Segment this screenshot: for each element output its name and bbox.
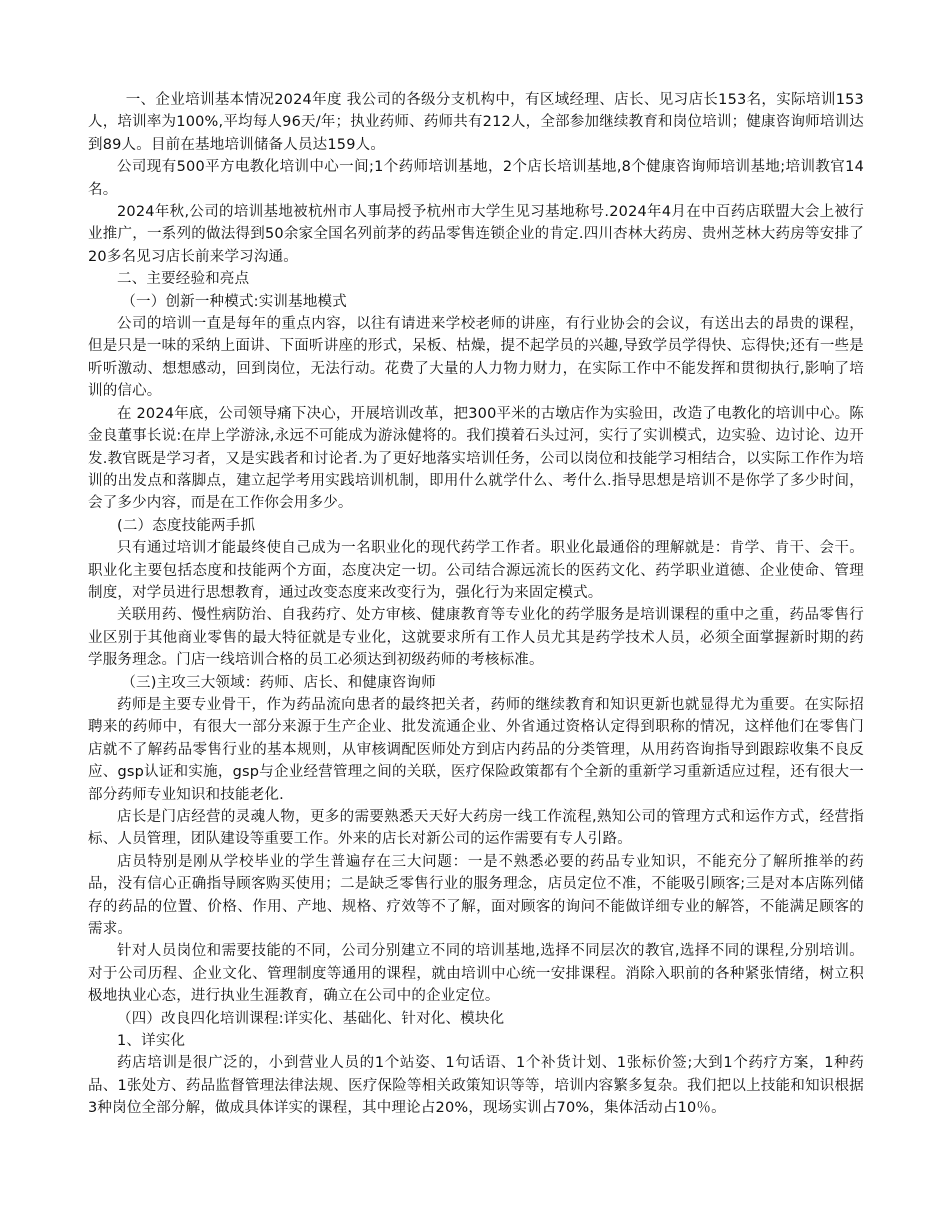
paragraph-store-managers: 店长是门店经营的灵魂人物，更多的需要熟悉天天好大药房一线工作流程,熟知公司的管理方式和运作方式，经营指标、人员管理，团队建设等重要工作。外来的店长对新公司的运作需要有专人引路。 xyxy=(88,809,864,848)
paragraph-overview: 一、企业培训基本情况2024年度 我公司的各级分支机构中，有区域经理、店长、见习店长153名，实际培训153人，培训率为100%,平均每人96天/年；执业药师、药师共有212人，全部参加继续教育和岗位培训；健康咨询师培训达到89人。目前在基地培训储备人员达159人。 xyxy=(88,92,864,153)
paragraph-past-training: 公司的培训一直是每年的重点内容，以往有请进来学校老师的讲座，有行业协会的会议，有送出去的昂贵的课程，但是只是一味的采纳上面讲、下面听讲座的形式，呆板、枯燥，提不起学员的兴趣,导致学员学得快、忘得快;还有一些是听听激动、想想感动，回到岗位，无法行动。花费了大量的人力物力财力，在实际工作中不能发挥和贯彻执行,影响了培训的信心。 xyxy=(88,316,864,400)
paragraph-detailed-courses: 药店培训是很广泛的，小到营业人员的1个站姿、1句话语、1个补货计划、1张标价签;大到1个药疗方案，1种药品、1张处方、药品监督管理法律法规、医疗保险等相关政策知识等等，培训内容繁多复杂。我们把以上技能和知识根据3种岗位全部分解，做成具体详实的课程，其中理论占20%，现场实训占70%，集体活动占10％。 xyxy=(88,1055,864,1117)
paragraph-pharmacists: 药师是主要专业骨干，作为药品流向患者的最终把关者，药师的继续教育和知识更新也就显得尤为重要。在实际招聘来的药师中，有很大一部分来源于生产企业、批发流通企业、外省通过资格认定得到职称的情况，这样他们在零售门店就不了解药品零售行业的基本规则，从审核调配医师处方到店内药品的分类管理，从用药咨询指导到跟踪收集不良反应、gsp认证和实施，gsp与企业经营管理之间的关联，医疗保险政策都有个全新的重新学习重新适应过程，还有很大一部分药师专业知识和技能老化. xyxy=(88,696,864,803)
paragraph-clerks: 店员特别是刚从学校毕业的学生普遍存在三大问题：一是不熟悉必要的药品专业知识，不能充分了解所推举的药品，没有信心正确指导顾客购买使用；二是缺乏零售行业的服务理念，店员定位不准，不能吸引顾客;三是对本店陈列储存的药品的位置、价格、作用、产地、规格、疗效等不了解，面对顾客的询问不能做详细专业的解答，不能满足顾客的需求。 xyxy=(88,853,864,938)
document-page xyxy=(88,89,864,1120)
subheading-three-areas: （三)主攻三大领域：药师、店长、和健康咨询师 xyxy=(121,674,436,691)
paragraph-reform: 在 2024年底，公司领导痛下决心，开展培训改革，把300平米的古墩店作为实验田，改造了电教化的培训中心。陈金良董事长说:在岸上学游泳,永远不可能成为游泳健将的。我们摸着石头过河，实行了实训模式，边实验、边讨论、边开发.教官既是学习者，又是实践者和讨论者.为了更好地落实培训任务，公司以岗位和技能学习相结合，以实际工作作为培训的出发点和落脚点，建立起学考用实践培训机制，即用什么就学什么、考什么.指导思想是培训不是你学了多少时间，会了多少内容，而是在工作你会用多少。 xyxy=(88,405,864,512)
paragraph-recognition: 2024年秋,公司的培训基地被杭州市人事局授予杭州市大学生见习基地称号.2024年4月在中百药店联盟大会上被行业推广，一系列的做法得到50余家全国名列前茅的药品零售连锁企业的肯定.四川杏林大药房、贵州芝林大药房等安排了20多名见习店长前来学习沟通。 xyxy=(88,204,864,265)
section-heading-experience: 二、主要经验和亮点 xyxy=(117,271,250,288)
subheading-attitude-skills: (二）态度技能两手抓 xyxy=(117,517,256,534)
paragraph-professionalism: 只有通过培训才能最终使自己成为一名职业化的现代药学工作者。职业化最通俗的理解就是：肯学、肯干、会干。职业化主要包括态度和技能两个方面，态度决定一切。公司结合源远流长的医药文化、药学职业道德、企业使命、管理制度，对学员进行思想教育，通过改变态度来改变行为，强化行为来固定模式。 xyxy=(88,540,864,601)
paragraph-facilities: 公司现有500平方电教化培训中心一间;1个药师培训基地，2个店长培训基地,8个健康咨询师培训基地;培训教官14名。 xyxy=(88,159,864,198)
paragraph-targeted-training: 针对人员岗位和需要技能的不同，公司分别建立不同的培训基地,选择不同层次的教官,选择不同的课程,分别培训。对于公司历程、企业文化、管理制度等通用的课程，就由培训中心统一安排课程。消除入职前的各种紧张情绪，树立积极地执业心态，进行执业生涯教育，确立在公司中的企业定位。 xyxy=(88,943,864,1005)
subheading-detailed: 1、详实化 xyxy=(117,1033,186,1050)
subheading-training-model: （一）创新一种模式:实训基地模式 xyxy=(121,293,347,310)
subheading-four-courses: （四）改良四化培训课程:详实化、基础化、针对化、模块化 xyxy=(117,1010,505,1027)
paragraph-pharmacy-service: 关联用药、慢性病防治、自我药疗、处方审核、健康教育等专业化的药学服务是培训课程的重中之重，药品零售行业区别于其他商业零售的最大特征就是专业化，这就要求所有工作人员尤其是药学技术人员，必须全面掌握新时期的药学服务理念。门店一线培训合格的员工必须达到初级药师的考核标准。 xyxy=(88,607,864,669)
